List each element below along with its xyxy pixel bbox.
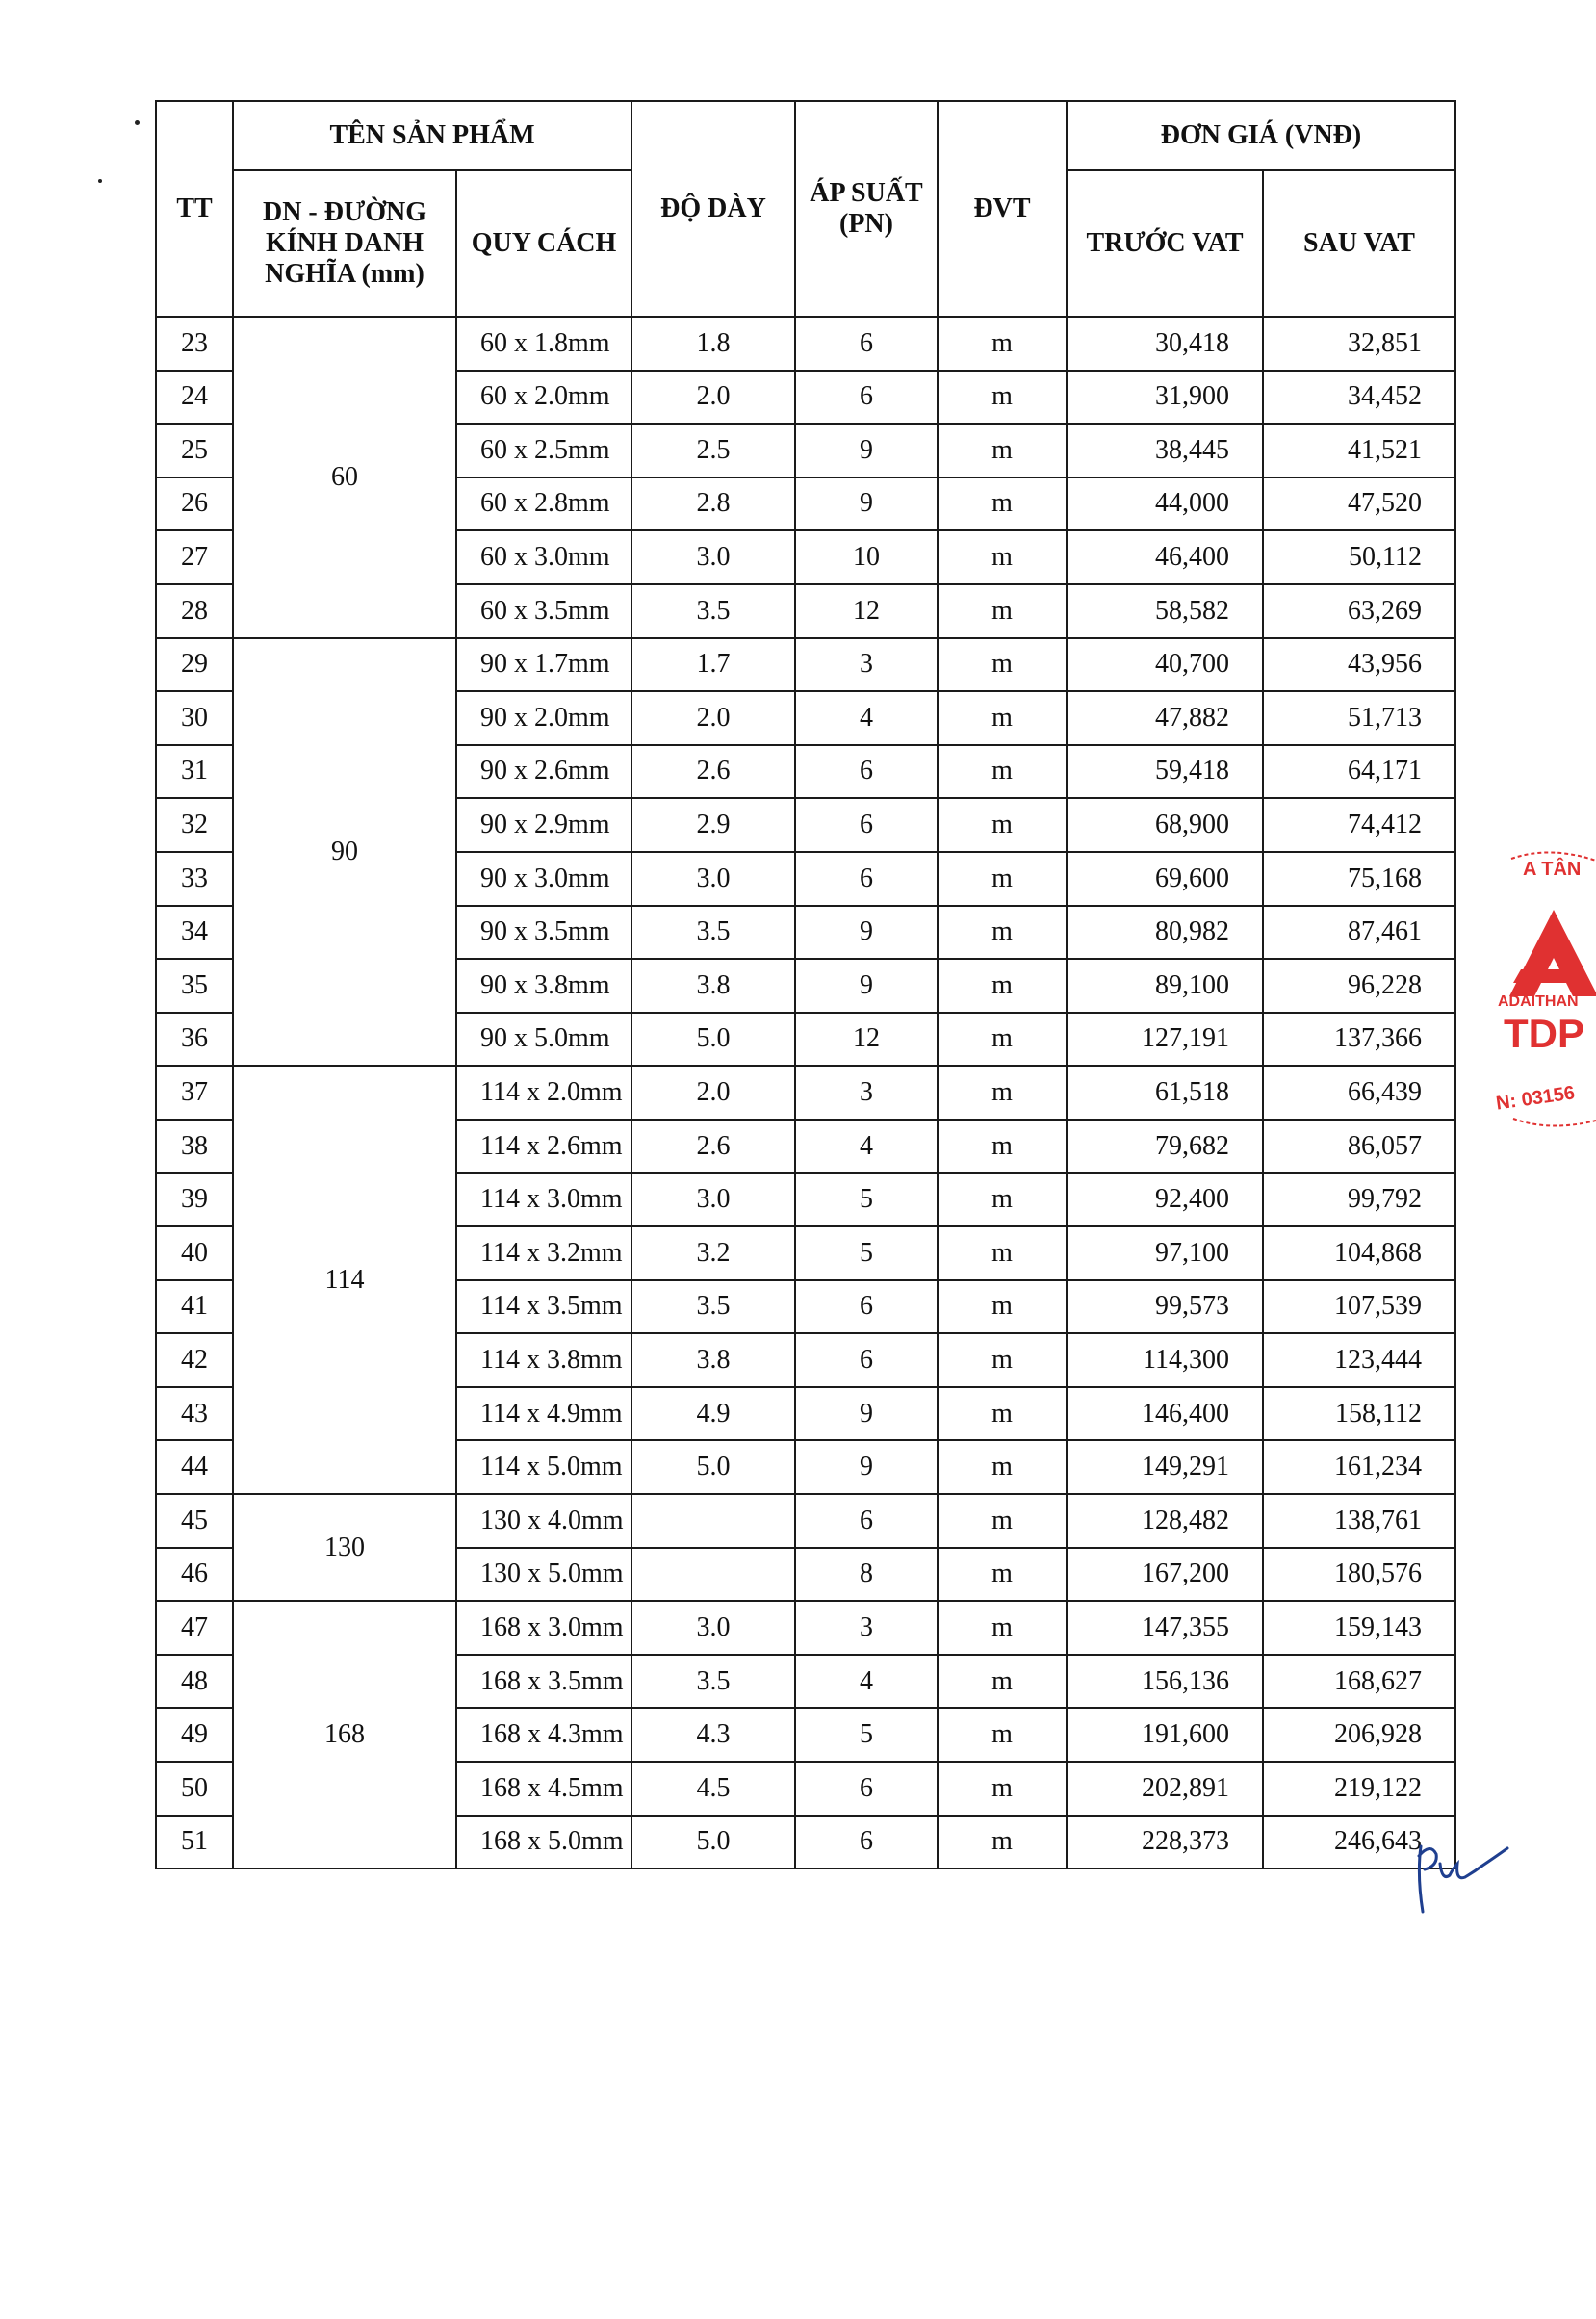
cell-spec: 60 x 2.8mm	[456, 477, 631, 531]
cell-tt: 32	[156, 798, 233, 852]
cell-tt: 35	[156, 959, 233, 1013]
cell-unit: m	[938, 1066, 1067, 1120]
cell-tt: 23	[156, 317, 233, 371]
cell-spec: 114 x 2.0mm	[456, 1066, 631, 1120]
cell-spec: 130 x 4.0mm	[456, 1494, 631, 1548]
cell-spec: 60 x 2.5mm	[456, 424, 631, 477]
cell-thickness: 2.5	[631, 424, 795, 477]
cell-after-vat: 96,228	[1263, 959, 1455, 1013]
cell-pressure: 6	[795, 745, 938, 799]
cell-tt: 46	[156, 1548, 233, 1602]
cell-thickness	[631, 1548, 795, 1602]
cell-after-vat: 161,234	[1263, 1440, 1455, 1494]
cell-thickness: 2.0	[631, 371, 795, 425]
cell-spec: 90 x 2.9mm	[456, 798, 631, 852]
cell-spec: 168 x 5.0mm	[456, 1816, 631, 1869]
cell-thickness: 2.0	[631, 691, 795, 745]
cell-pressure: 8	[795, 1548, 938, 1602]
cell-spec: 90 x 3.5mm	[456, 906, 631, 960]
cell-before-vat: 92,400	[1067, 1173, 1263, 1227]
cell-tt: 33	[156, 852, 233, 906]
scan-mark-dot	[98, 179, 102, 183]
cell-pressure: 6	[795, 852, 938, 906]
cell-unit: m	[938, 1601, 1067, 1655]
cell-tt: 47	[156, 1601, 233, 1655]
cell-pressure: 4	[795, 1655, 938, 1709]
cell-after-vat: 64,171	[1263, 745, 1455, 799]
cell-thickness: 3.0	[631, 852, 795, 906]
header-pressure	[795, 101, 938, 317]
cell-tt: 41	[156, 1280, 233, 1334]
cell-before-vat: 69,600	[1067, 852, 1263, 906]
cell-after-vat: 34,452	[1263, 371, 1455, 425]
cell-before-vat: 191,600	[1067, 1708, 1263, 1762]
header-before-vat: TRƯỚC VAT	[1067, 170, 1263, 317]
cell-spec: 90 x 3.8mm	[456, 959, 631, 1013]
stamp-top-text: A TÂN	[1523, 859, 1582, 880]
table-row	[156, 1494, 1455, 1548]
header-pressure-label: ÁP SUẤT (PN)	[810, 177, 923, 239]
cell-tt: 36	[156, 1013, 233, 1067]
cell-tt: 25	[156, 424, 233, 477]
cell-after-vat: 137,366	[1263, 1013, 1455, 1067]
cell-pressure: 6	[795, 317, 938, 371]
cell-unit: m	[938, 1173, 1067, 1227]
cell-unit: m	[938, 745, 1067, 799]
cell-thickness: 3.8	[631, 1333, 795, 1387]
cell-pressure: 9	[795, 1440, 938, 1494]
cell-pressure: 3	[795, 1601, 938, 1655]
cell-spec: 90 x 2.6mm	[456, 745, 631, 799]
cell-before-vat: 58,582	[1067, 584, 1263, 638]
cell-after-vat: 66,439	[1263, 1066, 1455, 1120]
cell-after-vat: 107,539	[1263, 1280, 1455, 1334]
cell-unit: m	[938, 852, 1067, 906]
cell-unit: m	[938, 1120, 1067, 1173]
cell-spec: 90 x 3.0mm	[456, 852, 631, 906]
cell-pressure: 3	[795, 1066, 938, 1120]
cell-pressure: 6	[795, 1280, 938, 1334]
cell-after-vat: 86,057	[1263, 1120, 1455, 1173]
cell-after-vat: 99,792	[1263, 1173, 1455, 1227]
cell-before-vat: 68,900	[1067, 798, 1263, 852]
cell-unit: m	[938, 371, 1067, 425]
cell-unit: m	[938, 424, 1067, 477]
cell-thickness: 3.0	[631, 530, 795, 584]
cell-unit: m	[938, 1708, 1067, 1762]
cell-pressure: 4	[795, 691, 938, 745]
cell-unit: m	[938, 1816, 1067, 1869]
cell-thickness: 4.5	[631, 1762, 795, 1816]
cell-tt: 29	[156, 638, 233, 692]
cell-after-vat: 206,928	[1263, 1708, 1455, 1762]
cell-after-vat: 87,461	[1263, 906, 1455, 960]
cell-thickness: 4.3	[631, 1708, 795, 1762]
cell-spec: 168 x 3.5mm	[456, 1655, 631, 1709]
cell-pressure: 9	[795, 959, 938, 1013]
cell-after-vat: 75,168	[1263, 852, 1455, 906]
company-stamp	[1492, 847, 1596, 1136]
cell-before-vat: 156,136	[1067, 1655, 1263, 1709]
cell-unit: m	[938, 317, 1067, 371]
cell-pressure: 9	[795, 1387, 938, 1441]
cell-thickness: 5.0	[631, 1440, 795, 1494]
cell-spec: 168 x 4.5mm	[456, 1762, 631, 1816]
cell-before-vat: 61,518	[1067, 1066, 1263, 1120]
cell-before-vat: 99,573	[1067, 1280, 1263, 1334]
cell-unit: m	[938, 1548, 1067, 1602]
cell-before-vat: 47,882	[1067, 691, 1263, 745]
cell-pressure: 6	[795, 1333, 938, 1387]
cell-after-vat: 104,868	[1263, 1226, 1455, 1280]
cell-before-vat: 46,400	[1067, 530, 1263, 584]
header-product-name: TÊN SẢN PHẨM	[233, 101, 631, 170]
header-unit-price: ĐƠN GIÁ (VNĐ)	[1067, 101, 1455, 170]
cell-before-vat: 147,355	[1067, 1601, 1263, 1655]
cell-before-vat: 59,418	[1067, 745, 1263, 799]
cell-tt: 24	[156, 371, 233, 425]
cell-thickness: 1.7	[631, 638, 795, 692]
cell-unit: m	[938, 1226, 1067, 1280]
cell-tt: 26	[156, 477, 233, 531]
cell-thickness: 3.5	[631, 1655, 795, 1709]
cell-spec: 114 x 3.5mm	[456, 1280, 631, 1334]
cell-before-vat: 97,100	[1067, 1226, 1263, 1280]
stamp-mid-text: ADAITHAN	[1498, 993, 1579, 1010]
table-row	[156, 317, 1455, 371]
cell-spec: 114 x 3.8mm	[456, 1333, 631, 1387]
stamp-code-text: N: 03156	[1494, 1082, 1577, 1115]
cell-spec: 114 x 3.0mm	[456, 1173, 631, 1227]
cell-pressure: 6	[795, 1816, 938, 1869]
cell-pressure: 3	[795, 638, 938, 692]
cell-tt: 31	[156, 745, 233, 799]
cell-before-vat: 31,900	[1067, 371, 1263, 425]
header-spec: QUY CÁCH	[456, 170, 631, 317]
header-after-vat: SAU VAT	[1263, 170, 1455, 317]
cell-spec: 90 x 2.0mm	[456, 691, 631, 745]
cell-thickness: 3.5	[631, 906, 795, 960]
cell-unit: m	[938, 1387, 1067, 1441]
table-body	[156, 317, 1455, 1868]
cell-unit: m	[938, 1333, 1067, 1387]
cell-before-vat: 167,200	[1067, 1548, 1263, 1602]
cell-spec: 168 x 3.0mm	[456, 1601, 631, 1655]
header-tt: TT	[156, 101, 233, 317]
cell-thickness	[631, 1494, 795, 1548]
cell-after-vat: 219,122	[1263, 1762, 1455, 1816]
cell-pressure: 5	[795, 1708, 938, 1762]
cell-pressure: 5	[795, 1226, 938, 1280]
cell-before-vat: 127,191	[1067, 1013, 1263, 1067]
cell-unit: m	[938, 1762, 1067, 1816]
cell-after-vat: 50,112	[1263, 530, 1455, 584]
cell-spec: 60 x 3.0mm	[456, 530, 631, 584]
cell-after-vat: 159,143	[1263, 1601, 1455, 1655]
cell-pressure: 6	[795, 1762, 938, 1816]
cell-dn: 114	[233, 1066, 456, 1494]
scan-mark-dot	[135, 120, 140, 125]
header-thickness: ĐỘ DÀY	[631, 101, 795, 317]
cell-before-vat: 89,100	[1067, 959, 1263, 1013]
cell-unit: m	[938, 798, 1067, 852]
cell-tt: 50	[156, 1762, 233, 1816]
cell-spec: 130 x 5.0mm	[456, 1548, 631, 1602]
cell-before-vat: 228,373	[1067, 1816, 1263, 1869]
price-table	[155, 100, 1456, 1869]
cell-tt: 44	[156, 1440, 233, 1494]
cell-after-vat: 138,761	[1263, 1494, 1455, 1548]
cell-unit: m	[938, 1013, 1067, 1067]
cell-dn: 60	[233, 317, 456, 638]
cell-dn: 130	[233, 1494, 456, 1601]
cell-thickness: 3.0	[631, 1173, 795, 1227]
cell-before-vat: 79,682	[1067, 1120, 1263, 1173]
cell-after-vat: 41,521	[1263, 424, 1455, 477]
signature-icon	[1407, 1837, 1513, 1923]
cell-tt: 45	[156, 1494, 233, 1548]
cell-tt: 28	[156, 584, 233, 638]
cell-tt: 48	[156, 1655, 233, 1709]
cell-thickness: 3.2	[631, 1226, 795, 1280]
cell-dn: 168	[233, 1601, 456, 1868]
cell-unit: m	[938, 906, 1067, 960]
header-dn-label: DN - ĐƯỜNG KÍNH DANH NGHĨA (mm)	[262, 196, 427, 290]
cell-thickness: 2.0	[631, 1066, 795, 1120]
cell-after-vat: 47,520	[1263, 477, 1455, 531]
cell-after-vat: 43,956	[1263, 638, 1455, 692]
cell-thickness: 5.0	[631, 1816, 795, 1869]
cell-pressure: 4	[795, 1120, 938, 1173]
cell-after-vat: 74,412	[1263, 798, 1455, 852]
cell-tt: 30	[156, 691, 233, 745]
cell-pressure: 6	[795, 1494, 938, 1548]
cell-thickness: 2.9	[631, 798, 795, 852]
cell-thickness: 2.6	[631, 1120, 795, 1173]
cell-pressure: 12	[795, 584, 938, 638]
cell-spec: 114 x 2.6mm	[456, 1120, 631, 1173]
cell-tt: 43	[156, 1387, 233, 1441]
cell-unit: m	[938, 1280, 1067, 1334]
cell-unit: m	[938, 959, 1067, 1013]
cell-before-vat: 30,418	[1067, 317, 1263, 371]
cell-pressure: 9	[795, 424, 938, 477]
cell-tt: 38	[156, 1120, 233, 1173]
cell-tt: 49	[156, 1708, 233, 1762]
cell-pressure: 9	[795, 906, 938, 960]
table-row	[156, 1066, 1455, 1120]
table-row	[156, 638, 1455, 692]
cell-pressure: 9	[795, 477, 938, 531]
header-dn	[233, 170, 456, 317]
cell-after-vat: 63,269	[1263, 584, 1455, 638]
cell-pressure: 10	[795, 530, 938, 584]
header-unit: ĐVT	[938, 101, 1067, 317]
cell-tt: 27	[156, 530, 233, 584]
cell-unit: m	[938, 1655, 1067, 1709]
cell-pressure: 5	[795, 1173, 938, 1227]
cell-spec: 114 x 4.9mm	[456, 1387, 631, 1441]
cell-after-vat: 158,112	[1263, 1387, 1455, 1441]
cell-before-vat: 149,291	[1067, 1440, 1263, 1494]
cell-after-vat: 180,576	[1263, 1548, 1455, 1602]
cell-tt: 37	[156, 1066, 233, 1120]
cell-before-vat: 38,445	[1067, 424, 1263, 477]
cell-tt: 51	[156, 1816, 233, 1869]
cell-before-vat: 114,300	[1067, 1333, 1263, 1387]
cell-thickness: 2.6	[631, 745, 795, 799]
cell-before-vat: 40,700	[1067, 638, 1263, 692]
cell-unit: m	[938, 584, 1067, 638]
cell-spec: 168 x 4.3mm	[456, 1708, 631, 1762]
cell-before-vat: 202,891	[1067, 1762, 1263, 1816]
cell-unit: m	[938, 638, 1067, 692]
cell-before-vat: 146,400	[1067, 1387, 1263, 1441]
cell-thickness: 2.8	[631, 477, 795, 531]
cell-spec: 114 x 5.0mm	[456, 1440, 631, 1494]
cell-after-vat: 32,851	[1263, 317, 1455, 371]
cell-after-vat: 168,627	[1263, 1655, 1455, 1709]
cell-spec: 114 x 3.2mm	[456, 1226, 631, 1280]
cell-tt: 34	[156, 906, 233, 960]
cell-unit: m	[938, 530, 1067, 584]
table-row	[156, 1601, 1455, 1655]
cell-unit: m	[938, 477, 1067, 531]
cell-after-vat: 123,444	[1263, 1333, 1455, 1387]
cell-spec: 60 x 3.5mm	[456, 584, 631, 638]
cell-unit: m	[938, 1494, 1067, 1548]
cell-before-vat: 128,482	[1067, 1494, 1263, 1548]
cell-spec: 90 x 5.0mm	[456, 1013, 631, 1067]
cell-thickness: 3.5	[631, 1280, 795, 1334]
cell-after-vat: 246,643	[1263, 1816, 1455, 1869]
cell-before-vat: 44,000	[1067, 477, 1263, 531]
cell-spec: 90 x 1.7mm	[456, 638, 631, 692]
stamp-brand: TDP	[1504, 1011, 1584, 1056]
cell-pressure: 6	[795, 798, 938, 852]
cell-after-vat: 51,713	[1263, 691, 1455, 745]
cell-thickness: 3.0	[631, 1601, 795, 1655]
cell-pressure: 6	[795, 371, 938, 425]
cell-dn: 90	[233, 638, 456, 1067]
cell-tt: 40	[156, 1226, 233, 1280]
cell-before-vat: 80,982	[1067, 906, 1263, 960]
cell-thickness: 3.5	[631, 584, 795, 638]
cell-unit: m	[938, 1440, 1067, 1494]
cell-tt: 42	[156, 1333, 233, 1387]
cell-thickness: 3.8	[631, 959, 795, 1013]
cell-spec: 60 x 1.8mm	[456, 317, 631, 371]
cell-thickness: 1.8	[631, 317, 795, 371]
cell-thickness: 4.9	[631, 1387, 795, 1441]
cell-spec: 60 x 2.0mm	[456, 371, 631, 425]
cell-unit: m	[938, 691, 1067, 745]
cell-thickness: 5.0	[631, 1013, 795, 1067]
cell-pressure: 12	[795, 1013, 938, 1067]
cell-tt: 39	[156, 1173, 233, 1227]
